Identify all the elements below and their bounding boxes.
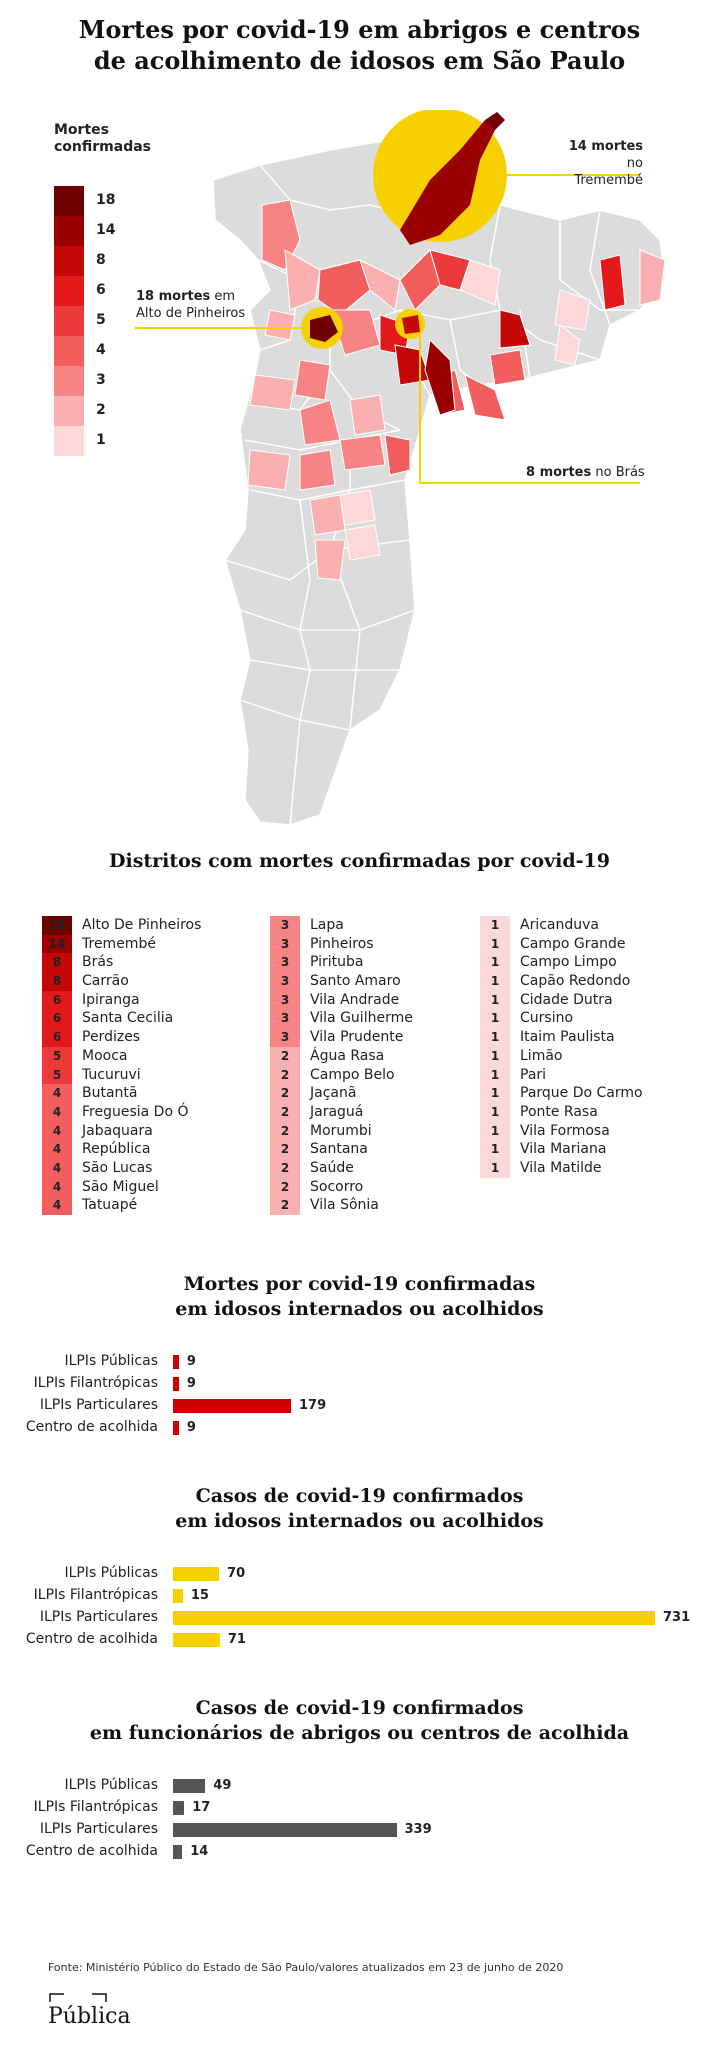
district-name: Santa Cecilia — [82, 1010, 174, 1027]
legend-value: 8 — [96, 252, 106, 268]
district-name: Carrão — [82, 973, 129, 990]
death-count-box: 14 — [42, 935, 72, 954]
death-count-box: 2 — [270, 1178, 300, 1197]
annotation-bras-rest: no Brás — [591, 465, 645, 480]
district-name: Limão — [520, 1047, 563, 1064]
death-count-box: 1 — [480, 1009, 510, 1028]
annotation-tremembe — [553, 138, 643, 189]
death-count-box: 1 — [480, 916, 510, 935]
district-name: Saúde — [310, 1159, 354, 1176]
death-count-box: 6 — [42, 1028, 72, 1047]
death-count-box: 1 — [480, 991, 510, 1010]
district-name: Alto De Pinheiros — [82, 917, 202, 933]
bar — [173, 1589, 183, 1603]
bar-value-label: 9 — [186, 1354, 196, 1369]
district-name: Vila Guilherme — [310, 1010, 413, 1027]
annotation-pinheiros-bold: 18 mortes — [136, 289, 211, 304]
annotation-tremembe-line2: Tremembé — [574, 173, 643, 188]
district-name: Pari — [520, 1066, 547, 1083]
district-name: Mooca — [82, 1047, 128, 1064]
district-name: Vila Formosa — [520, 1122, 610, 1139]
annotation-pinheiros-rest: em — [210, 289, 236, 304]
annotation-pinheiros — [136, 288, 245, 322]
death-count-box: 1 — [480, 1084, 510, 1103]
annotation-tremembe-rest: no — [626, 156, 643, 171]
bar-chart-title-line-1: Casos de covid-19 confirmados — [195, 1485, 524, 1507]
bar-value-label: 179 — [299, 1398, 327, 1413]
death-count-box: 1 — [480, 1066, 510, 1085]
bar-category-label: Centro de acolhida — [25, 1843, 158, 1859]
death-count-box: 18 — [42, 916, 72, 935]
bar-value-label: 70 — [227, 1566, 246, 1581]
district-name: Santana — [310, 1141, 368, 1158]
bar-value-label: 14 — [190, 1844, 209, 1859]
death-count-box: 4 — [42, 1084, 72, 1103]
bar-category-label: Centro de acolhida — [25, 1631, 158, 1647]
legend-value: 1 — [96, 432, 106, 448]
death-count-box: 8 — [42, 972, 72, 991]
district-name: Lapa — [310, 917, 344, 933]
death-count-box: 2 — [270, 1140, 300, 1159]
logo-bracket-icon — [48, 1990, 108, 2004]
district-name: Santo Amaro — [310, 973, 401, 990]
bar — [173, 1823, 397, 1837]
district-name: Itaim Paulista — [520, 1029, 615, 1046]
death-count-box: 1 — [480, 1047, 510, 1066]
district-name: Cidade Dutra — [520, 991, 613, 1008]
district-name: Jaçanã — [310, 1085, 357, 1102]
bar-category-label: ILPIs Públicas — [64, 1353, 158, 1369]
annotation-bras — [526, 464, 645, 481]
death-count-box: 2 — [270, 1122, 300, 1141]
death-count-box: 1 — [480, 1122, 510, 1141]
bar-category-label: ILPIs Particulares — [39, 1609, 158, 1625]
bar-chart-title-line-1: Casos de covid-19 confirmados — [195, 1697, 524, 1719]
district-name: Campo Belo — [310, 1066, 395, 1083]
legend-value: 18 — [96, 192, 116, 208]
district-name: Jaraguá — [310, 1103, 364, 1120]
bar — [173, 1779, 205, 1793]
death-count-box: 2 — [270, 1159, 300, 1178]
death-count-box: 1 — [480, 935, 510, 954]
bar-value-label: 339 — [404, 1822, 432, 1837]
district-name: São Lucas — [82, 1159, 153, 1176]
district-name: Vila Andrade — [310, 991, 400, 1008]
death-count-box: 4 — [42, 1196, 72, 1215]
bar-category-label: ILPIs Filantrópicas — [33, 1799, 158, 1815]
bar-chart-title-line-2: em idosos internados ou acolhidos — [175, 1510, 544, 1532]
main-title — [0, 14, 719, 76]
district-name: Campo Limpo — [520, 954, 617, 971]
bar-chart-title-line-1: Mortes por covid-19 confirmadas — [183, 1273, 536, 1295]
bar-value-label: 17 — [192, 1800, 211, 1815]
bar-category-label: ILPIs Particulares — [39, 1397, 158, 1413]
annotation-pinheiros-line2: Alto de Pinheiros — [136, 306, 246, 321]
legend-title-line-1: Mortes — [54, 122, 109, 138]
district-name: Socorro — [310, 1178, 364, 1195]
district-name: Aricanduva — [520, 917, 599, 933]
bar-category-label: ILPIs Filantrópicas — [33, 1375, 158, 1391]
district-name: Parque Do Carmo — [520, 1085, 643, 1102]
death-count-box: 2 — [270, 1196, 300, 1215]
legend-title-line-2: confirmadas — [54, 139, 152, 155]
death-count-box: 2 — [270, 1103, 300, 1122]
legend-value: 6 — [96, 282, 106, 298]
bar — [173, 1845, 182, 1859]
death-count-box: 2 — [270, 1066, 300, 1085]
bar — [173, 1611, 655, 1625]
bar — [173, 1567, 219, 1581]
annotation-tremembe-bold: 14 mortes — [568, 139, 643, 154]
district-name: Tremembé — [82, 935, 156, 952]
bar — [173, 1355, 179, 1369]
district-name: Ponte Rasa — [520, 1103, 598, 1120]
publica-logo — [48, 1990, 148, 2040]
bar-chart-title — [0, 1696, 719, 1746]
source-note: Fonte: Ministério Público do Estado de São Paulo/valores atualizados em 23 de junho de 2020 — [48, 1961, 564, 1974]
table-title: Distritos com mortes confirmadas por covid-19 — [109, 850, 610, 872]
death-count-box: 4 — [42, 1159, 72, 1178]
district-name: Freguesia Do Ó — [82, 1103, 189, 1120]
district-name: Cursino — [520, 1010, 574, 1027]
district-name: Perdizes — [82, 1029, 141, 1046]
death-count-box: 4 — [42, 1122, 72, 1141]
district-name: Vila Sônia — [310, 1197, 379, 1214]
bar-value-label: 9 — [186, 1376, 196, 1391]
bar — [173, 1377, 179, 1391]
death-count-box: 4 — [42, 1178, 72, 1197]
death-count-box: 2 — [270, 1084, 300, 1103]
bar-category-label: ILPIs Públicas — [64, 1565, 158, 1581]
district-name: Capão Redondo — [520, 973, 631, 990]
death-count-box: 6 — [42, 1009, 72, 1028]
bar-chart-title — [0, 1484, 719, 1534]
bar — [173, 1399, 291, 1413]
death-count-box: 3 — [270, 916, 300, 935]
annotation-bras-bold: 8 mortes — [526, 465, 592, 480]
bar-category-label: ILPIs Filantrópicas — [33, 1587, 158, 1603]
legend-value: 5 — [96, 312, 106, 328]
district-name: Pinheiros — [310, 935, 374, 952]
district-name: Vila Mariana — [520, 1141, 607, 1158]
district-name: Morumbi — [310, 1122, 372, 1139]
death-count-box: 1 — [480, 1103, 510, 1122]
district-name: Vila Prudente — [310, 1029, 404, 1046]
bar-category-label: ILPIs Públicas — [64, 1777, 158, 1793]
district-name: São Miguel — [82, 1178, 159, 1195]
legend-value: 2 — [96, 402, 106, 418]
death-count-box: 1 — [480, 1159, 510, 1178]
death-count-box: 3 — [270, 972, 300, 991]
bar-chart-title-line-2: em funcionários de abrigos ou centros de acolhida — [89, 1722, 630, 1744]
death-count-box: 1 — [480, 1140, 510, 1159]
death-count-box: 6 — [42, 991, 72, 1010]
death-count-box: 5 — [42, 1066, 72, 1085]
death-count-box: 3 — [270, 1009, 300, 1028]
district-name: Brás — [82, 954, 114, 971]
main-title-line-2: de acolhimento de idosos em São Paulo — [93, 46, 626, 75]
death-count-box: 3 — [270, 991, 300, 1010]
death-count-box: 8 — [42, 953, 72, 972]
death-count-box: 1 — [480, 953, 510, 972]
death-count-box: 5 — [42, 1047, 72, 1066]
district-name: Água Rasa — [310, 1047, 385, 1064]
bar-chart-title — [0, 1272, 719, 1322]
district-bras — [402, 315, 420, 334]
bar-value-label: 731 — [663, 1610, 691, 1625]
bar-value-label: 9 — [186, 1420, 196, 1435]
main-title-line-1: Mortes por covid-19 em abrigos e centros — [78, 15, 641, 44]
death-count-box: 3 — [270, 935, 300, 954]
death-count-box: 1 — [480, 1028, 510, 1047]
bar — [173, 1421, 179, 1435]
death-count-box: 2 — [270, 1047, 300, 1066]
district-name: Tucuruvi — [82, 1066, 141, 1083]
logo-text: Pública — [48, 2004, 131, 2029]
legend-value: 14 — [96, 222, 116, 238]
district-name: Vila Matilde — [520, 1159, 602, 1176]
legend-value: 3 — [96, 372, 106, 388]
bar-category-label: Centro de acolhida — [25, 1419, 158, 1435]
district-name: Tatuapé — [82, 1197, 138, 1214]
district-name: Ipiranga — [82, 991, 140, 1008]
bar — [173, 1633, 220, 1647]
bar-value-label: 71 — [227, 1632, 246, 1647]
district-name: Campo Grande — [520, 935, 626, 952]
district-name: República — [82, 1141, 151, 1158]
district-name: Pirituba — [310, 954, 364, 971]
death-count-box: 3 — [270, 953, 300, 972]
death-count-box: 4 — [42, 1140, 72, 1159]
bar-value-label: 49 — [213, 1778, 232, 1793]
bar-value-label: 15 — [190, 1588, 209, 1603]
bar — [173, 1801, 184, 1815]
district-name: Butantã — [82, 1085, 138, 1102]
legend-value: 4 — [96, 342, 106, 358]
death-count-box: 1 — [480, 972, 510, 991]
district-name: Jabaquara — [82, 1122, 153, 1139]
bar-chart-title-line-2: em idosos internados ou acolhidos — [175, 1298, 544, 1320]
death-count-box: 3 — [270, 1028, 300, 1047]
death-count-box: 4 — [42, 1103, 72, 1122]
bar-category-label: ILPIs Particulares — [39, 1821, 158, 1837]
